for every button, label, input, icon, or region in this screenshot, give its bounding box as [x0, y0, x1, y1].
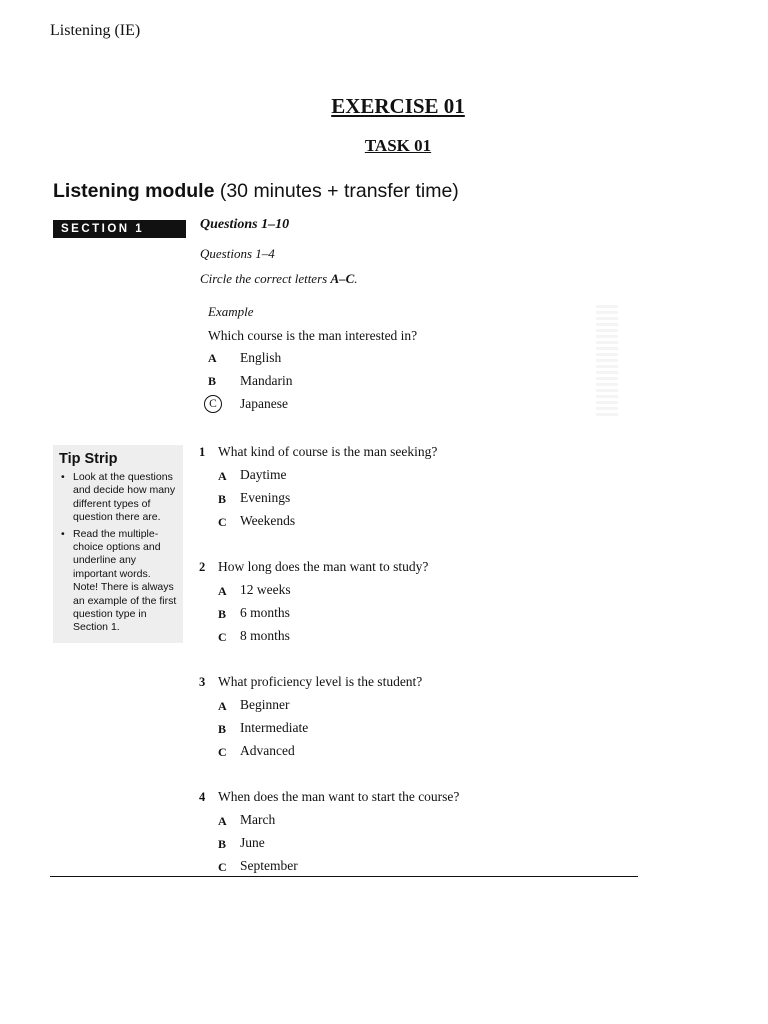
question-1-option-b-text: Evenings [240, 490, 291, 505]
tip-strip-item [59, 471, 177, 525]
section-badge: SECTION 1 [53, 220, 186, 238]
instruction-letters: A–C [330, 271, 355, 286]
exercise-title: EXERCISE 01 [331, 94, 465, 118]
module-heading [53, 180, 459, 203]
questions-subrange: Questions 1–4 [200, 246, 275, 261]
question-3-text: What proficiency level is the student? [218, 674, 423, 689]
question-3-option-b-letter: B [218, 722, 227, 736]
question-4-option-c-letter: C [218, 860, 227, 874]
question-1-number: 1 [199, 445, 206, 459]
question-2-option-a-text: 12 weeks [240, 582, 291, 597]
module-title-rest: (30 minutes + transfer time) [214, 180, 459, 202]
task-title: TASK 01 [364, 136, 432, 155]
instruction-suffix: . [354, 271, 358, 286]
question-4-option-b-text: June [240, 835, 265, 850]
scan-artifact [596, 305, 618, 417]
question-3-option-c-letter: C [218, 745, 227, 759]
bottom-divider [50, 876, 638, 877]
question-2-number: 2 [199, 560, 206, 574]
question-2-option-c-letter: C [218, 630, 227, 644]
instruction [200, 271, 358, 287]
example-option-a-text: English [240, 350, 282, 365]
example-option-a-letter: A [208, 351, 217, 365]
question-2-option-c-text: 8 months [240, 628, 290, 643]
tip-strip [53, 445, 183, 643]
page-header: Listening (IE) [50, 22, 141, 39]
question-1-option-a-text: Daytime [240, 467, 287, 482]
question-3-option-b-text: Intermediate [240, 720, 309, 735]
question-1-option-c-text: Weekends [240, 513, 296, 528]
tip-strip-item [59, 528, 177, 635]
questions-range: Questions 1–10 [200, 217, 290, 232]
example-option-c-text: Japanese [240, 396, 288, 411]
question-4-number: 4 [199, 790, 206, 804]
question-2-option-b-text: 6 months [240, 605, 290, 620]
question-4-option-b-letter: B [218, 837, 227, 851]
example-option-b-text: Mandarin [240, 373, 293, 388]
question-3-option-a-text: Beginner [240, 697, 290, 712]
example-question: Which course is the man interested in? [208, 328, 418, 343]
tip-strip-title: Tip Strip [59, 451, 118, 467]
tip-strip-item-text: Read the multiple-choice options and underline any important words. Note! There is always an example of the first question type in Section 1. [73, 527, 177, 634]
question-3-option-c-text: Advanced [240, 743, 295, 758]
tip-strip-item-text: Look at the questions and decide how many different types of question there are. [73, 471, 176, 524]
question-4-text: When does the man want to start the course? [218, 789, 460, 804]
question-1-option-c-letter: C [218, 515, 227, 529]
question-2-option-a-letter: A [218, 584, 227, 598]
example-label: Example [208, 304, 254, 319]
question-3-number: 3 [199, 675, 206, 689]
bullet-icon: • [61, 527, 65, 540]
instruction-prefix: Circle the correct letters [200, 271, 331, 286]
tip-strip-list [59, 471, 177, 635]
question-4-option-a-text: March [240, 812, 276, 827]
question-2-text: How long does the man want to study? [218, 559, 429, 574]
question-2-option-b-letter: B [218, 607, 227, 621]
question-1-text: What kind of course is the man seeking? [218, 444, 438, 459]
question-4-option-a-letter: A [218, 814, 227, 828]
example-option-b-letter: B [208, 374, 217, 388]
question-3-option-a-letter: A [218, 699, 227, 713]
module-title-bold: Listening module [53, 180, 215, 202]
bullet-icon: • [61, 471, 65, 483]
example-option-c-circled-letter: C [204, 395, 222, 413]
question-1-option-a-letter: A [218, 469, 227, 483]
question-1-option-b-letter: B [218, 492, 227, 506]
question-4-option-c-text: September [240, 858, 298, 873]
